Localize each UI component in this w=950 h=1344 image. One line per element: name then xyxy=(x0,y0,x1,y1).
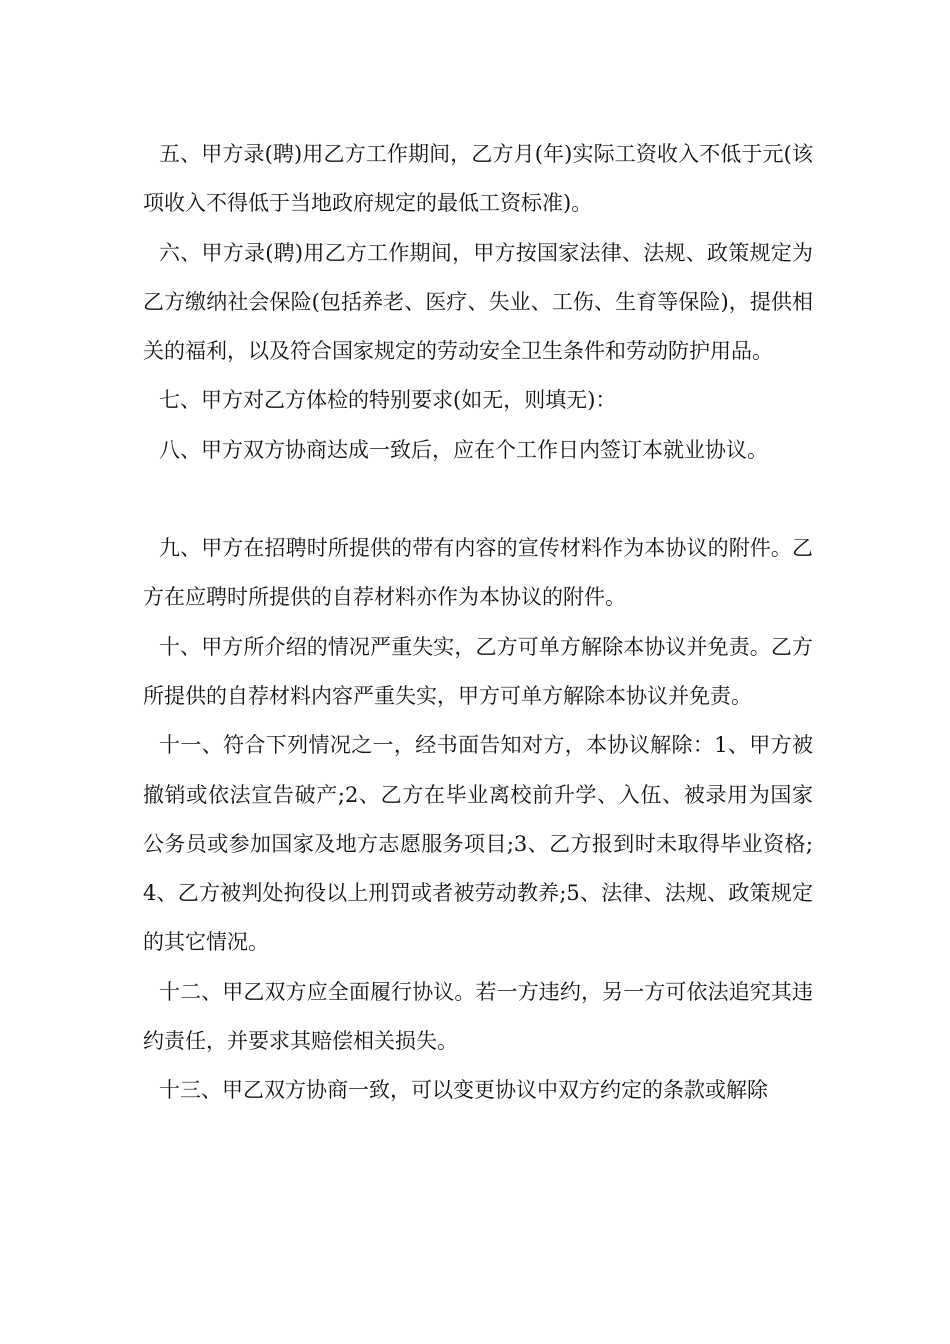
clause-5: 五、甲方录(聘)用乙方工作期间，乙方月(年)实际工资收入不低于元(该项收入不得低于当地政府规定的最低工资标准)。 xyxy=(143,142,813,216)
clause-11: 十一、符合下列情况之一，经书面告知对方，本协议解除：1、甲方被撤销或依法宣告破产;2、乙方在毕业离校前升学、入伍、被录用为国家公务员或参加国家及地方志愿服务项目;3、乙方报到时未取得毕业资格;4、乙方被判处拘役以上刑罚或者被劳动教养;5、法律、法规、政策规定的其它情况。 xyxy=(143,733,813,955)
clause-10: 十、甲方所介绍的情况严重失实，乙方可单方解除本协议并免责。乙方所提供的自荐材料内容严重失实，甲方可单方解除本协议并免责。 xyxy=(143,634,813,708)
clause-7: 七、甲方对乙方体检的特别要求(如无，则填无)： xyxy=(159,388,617,413)
clause-9: 九、甲方在招聘时所提供的带有内容的宣传材料作为本协议的附件。乙方在应聘时所提供的自荐材料亦作为本协议的附件。 xyxy=(143,536,813,610)
clause-6: 六、甲方录(聘)用乙方工作期间，甲方按国家法律、法规、政策规定为乙方缴纳社会保险(包括养老、医疗、失业、工伤、生育等保险)，提供相关的福利，以及符合国家规定的劳动安全卫生条件和劳动防护用品。 xyxy=(143,240,813,364)
document-body xyxy=(143,130,813,1116)
clause-8: 八、甲方双方协商达成一致后，应在个工作日内签订本就业协议。 xyxy=(159,437,768,462)
clause-13: 十三、甲乙双方协商一致，可以变更协议中双方约定的条款或解除 xyxy=(159,1078,768,1103)
clause-12: 十二、甲乙双方应全面履行协议。若一方违约，另一方可依法追究其违约责任，并要求其赔偿相关损失。 xyxy=(143,979,813,1054)
